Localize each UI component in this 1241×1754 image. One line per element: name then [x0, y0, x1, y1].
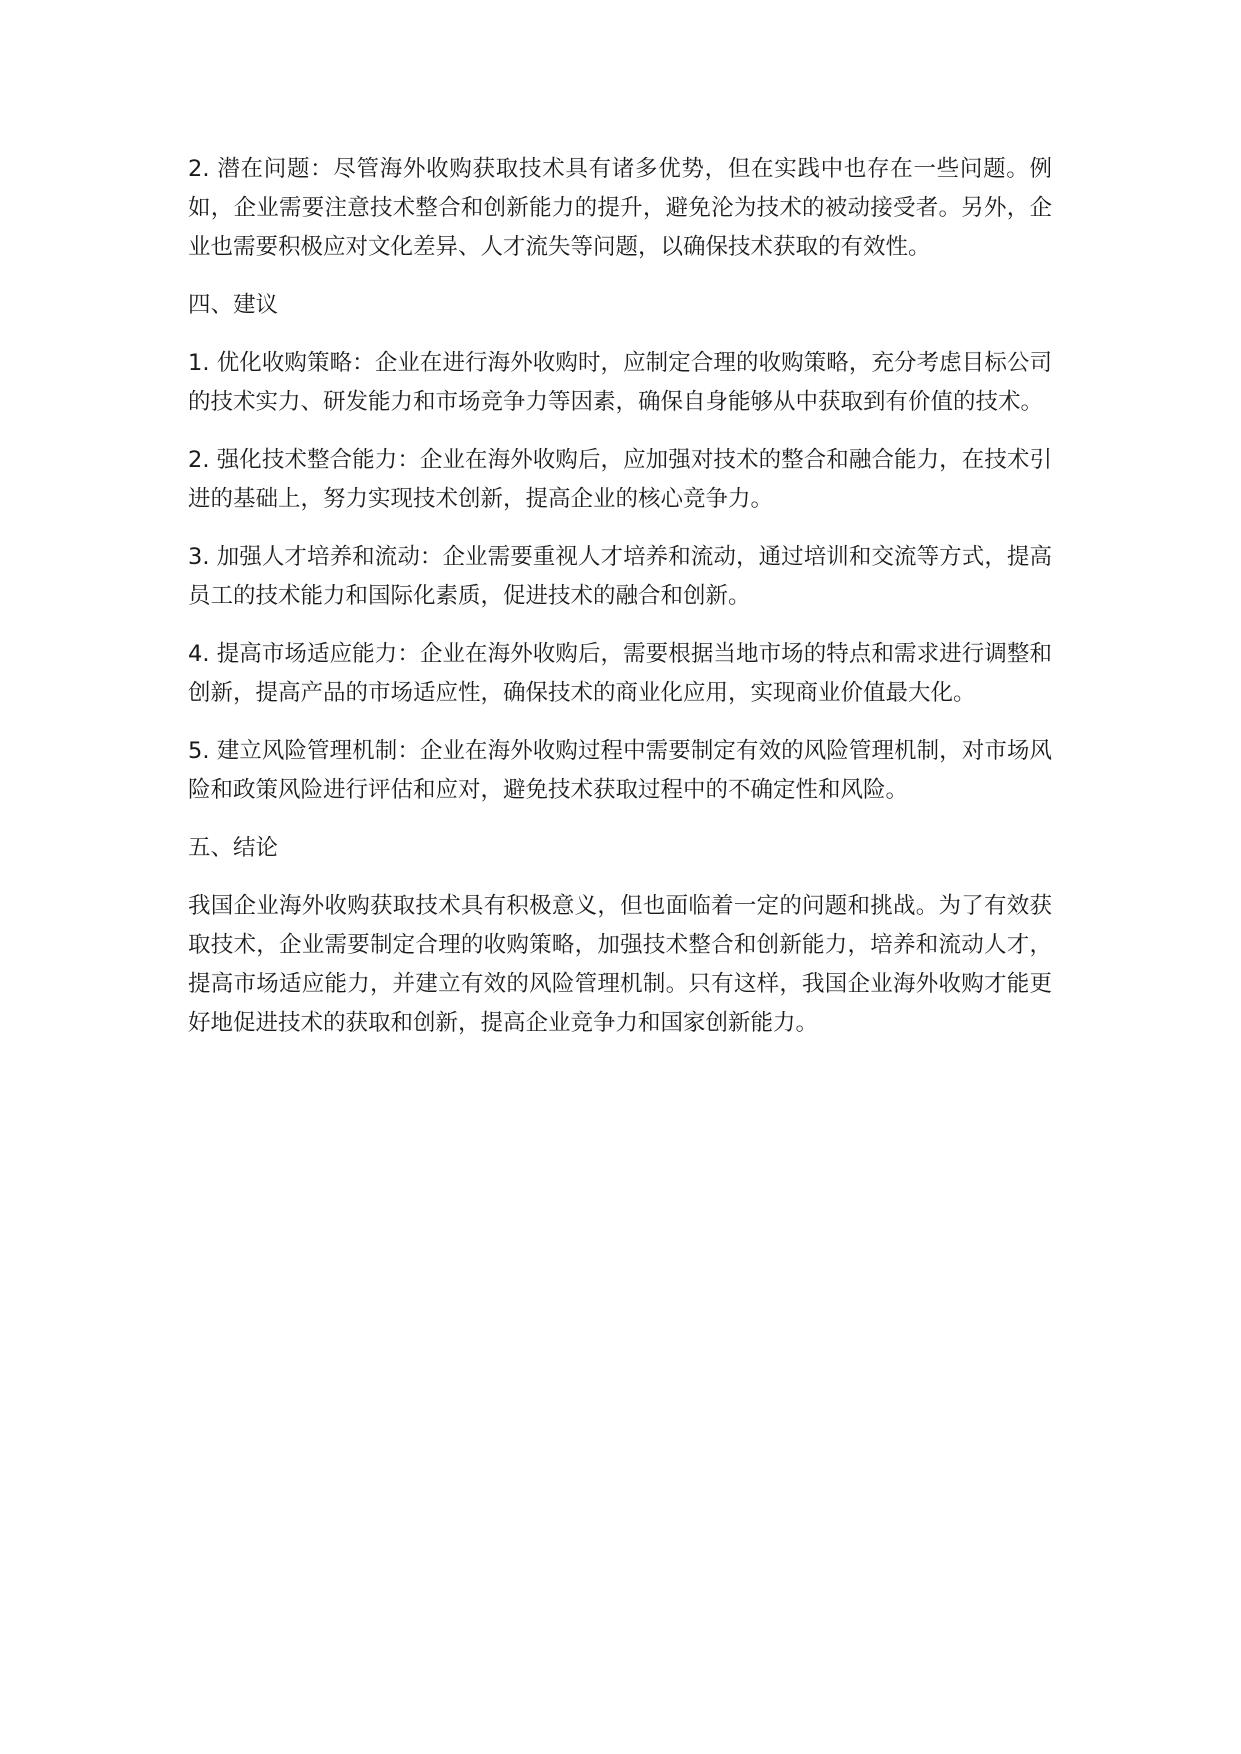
section-heading-conclusion: 五、结论	[188, 835, 279, 861]
section-heading-suggestions: 四、建议	[188, 292, 279, 318]
paragraph-potential-issues: 2. 潜在问题：尽管海外收购获取技术具有诸多优势，但在实践中也存在一些问题。例如，企业需要注意技术整合和创新能力的提升，避免沦为技术的被动接受者。另外，企业也需要积极应对文化差异、人才流失等问题，以确保技术获取的有效性。	[188, 156, 1052, 260]
paragraph-talent-development: 3. 加强人才培养和流动：企业需要重视人才培养和流动，通过培训和交流等方式，提高员工的技术能力和国际化素质，促进技术的融合和创新。	[188, 544, 1052, 609]
paragraph-market-adaptability: 4. 提高市场适应能力：企业在海外收购后，需要根据当地市场的特点和需求进行调整和创新，提高产品的市场适应性，确保技术的商业化应用，实现商业价值最大化。	[188, 641, 1052, 706]
paragraph-integration-capability: 2. 强化技术整合能力：企业在海外收购后，应加强对技术的整合和融合能力，在技术引进的基础上，努力实现技术创新，提高企业的核心竞争力。	[188, 447, 1052, 512]
paragraph-optimize-strategy: 1. 优化收购策略：企业在进行海外收购时，应制定合理的收购策略，充分考虑目标公司的技术实力、研发能力和市场竞争力等因素，确保自身能够从中获取到有价值的技术。	[188, 350, 1052, 415]
paragraph-risk-management: 5. 建立风险管理机制：企业在海外收购过程中需要制定有效的风险管理机制，对市场风险和政策风险进行评估和应对，避免技术获取过程中的不确定性和风险。	[188, 738, 1052, 803]
paragraph-conclusion: 我国企业海外收购获取技术具有积极意义，但也面临着一定的问题和挑战。为了有效获取技术，企业需要制定合理的收购策略，加强技术整合和创新能力，培养和流动人才，提高市场适应能力，并建立有效的风险管理机制。只有这样，我国企业海外收购才能更好地促进技术的获取和创新，提高企业竞争力和国家创新能力。	[188, 893, 1052, 1036]
document-body	[188, 150, 1052, 1062]
